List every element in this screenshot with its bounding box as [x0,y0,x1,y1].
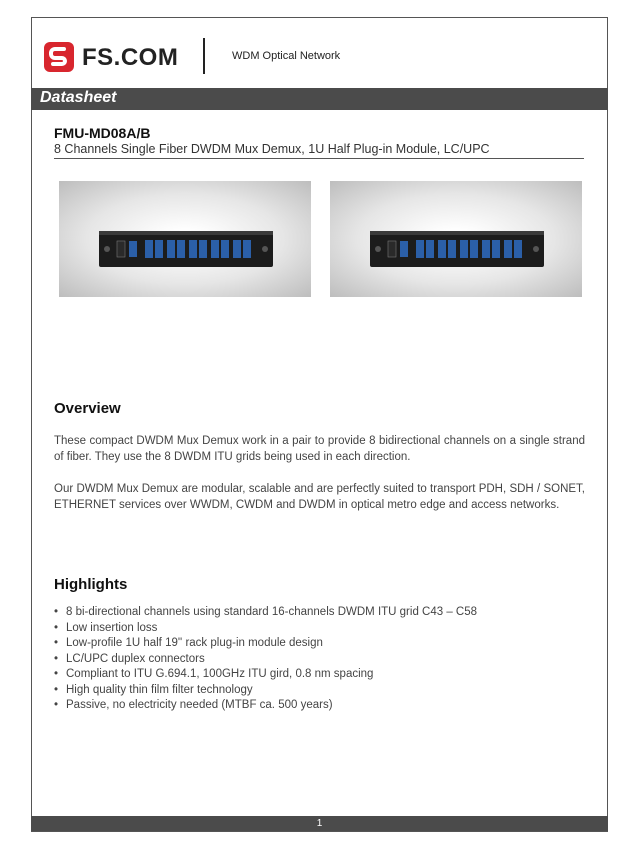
highlights-list [54,605,584,714]
list-item: • Compliant to ITU G.694.1, 100GHz ITU gird, 0.8 nm spacing [54,667,584,683]
list-item: • LC/UPC duplex connectors [54,652,584,668]
product-photo-right [330,181,582,297]
highlights-title: Highlights [54,576,128,593]
list-item: • 8 bi-directional channels using standard 16-channels DWDM ITU grid C43 – C58 [54,605,584,621]
fs-logo [42,40,192,76]
list-item: • Low insertion loss [54,621,584,637]
product-code: FMU-MD08A/B [54,125,151,141]
banner-title: Datasheet [40,89,117,106]
datasheet-banner [31,88,608,110]
product-photo-left [59,181,311,297]
overview-title: Overview [54,400,121,417]
overview-paragraph-1: These compact DWDM Mux Demux work in a pair to provide 8 bidirectional channels on a single strand of fiber. They use the 8 DWDM ITU grids being used in each direction. [54,435,585,463]
header-separator [203,38,205,74]
page-number: 1 [316,818,323,829]
dwdm-module-image [99,229,273,269]
list-item: • Low-profile 1U half 19'' rack plug-in module design [54,636,584,652]
header-subtitle: WDM Optical Network [232,50,341,62]
product-description: 8 Channels Single Fiber DWDM Mux Demux, 1U Half Plug-in Module, LC/UPC [54,142,584,159]
logo-text: FS.COM [82,44,179,71]
overview-paragraph-2: Our DWDM Mux Demux are modular, scalable and are perfectly suited to transport PDH, SDH / SONET, ETHERNET services over WWDM, CWDM and DWDM in optical metro edge and access networks. [54,483,585,511]
list-item: • High quality thin film filter technology [54,683,584,699]
footer-bar [31,816,608,831]
list-item: • Passive, no electricity needed (MTBF ca. 500 years) [54,698,584,714]
dwdm-module-image [370,229,544,269]
fs-logo-icon [42,40,76,74]
